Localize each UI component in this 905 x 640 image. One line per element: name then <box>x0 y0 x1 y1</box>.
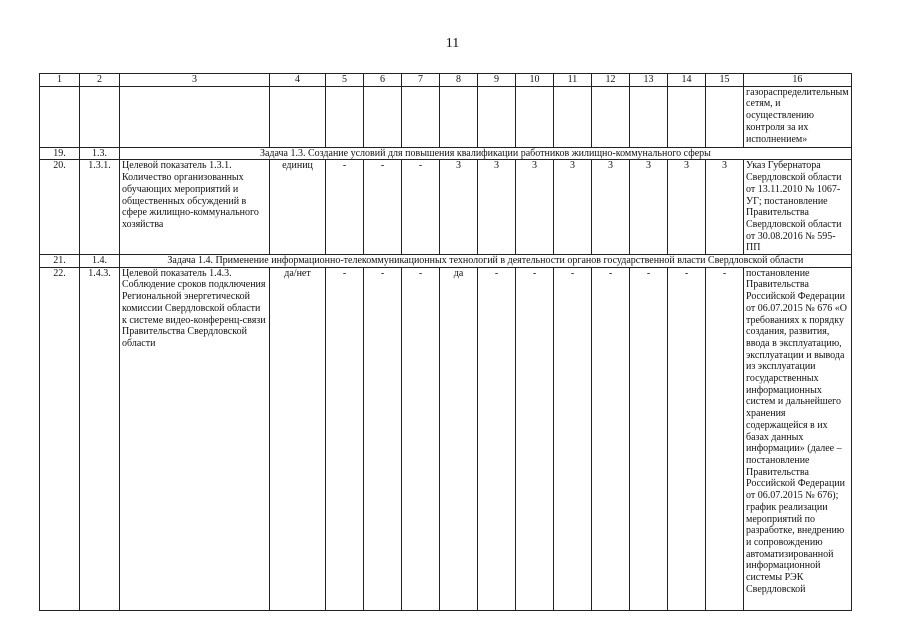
row-number: 20. <box>40 160 80 255</box>
task-title: Задача 1.4. Применение информационно-телекоммуникационных технологий в деятельности органов государственной власти Свердловской области <box>120 255 852 268</box>
value-cell: - <box>364 267 402 610</box>
table-row <box>40 86 852 147</box>
value-cell: - <box>364 160 402 255</box>
header-cell: 11 <box>554 74 592 87</box>
row-number: 19. <box>40 147 80 160</box>
header-cell: 10 <box>516 74 554 87</box>
header-cell: 14 <box>668 74 706 87</box>
header-cell: 6 <box>364 74 402 87</box>
row-code: 1.4. <box>80 255 120 268</box>
row-number: 21. <box>40 255 80 268</box>
task-row <box>40 255 852 268</box>
indicator-name: Целевой показатель 1.3.1. Количество организованных обучающих мероприятий и общественных обсуждений в сфере жилищно-коммунального хозяйства <box>120 160 270 255</box>
value-cell: 3 <box>516 160 554 255</box>
row-code: 1.3. <box>80 147 120 160</box>
header-cell: 9 <box>478 74 516 87</box>
value-cell: - <box>326 160 364 255</box>
value-cell: да <box>440 267 478 610</box>
value-cell: - <box>326 267 364 610</box>
indicators-table <box>39 73 852 611</box>
value-cell: 3 <box>706 160 744 255</box>
value-cell: 3 <box>592 160 630 255</box>
header-cell: 5 <box>326 74 364 87</box>
header-cell: 1 <box>40 74 80 87</box>
header-cell: 8 <box>440 74 478 87</box>
value-cell: 3 <box>554 160 592 255</box>
value-cell: - <box>592 267 630 610</box>
header-cell: 7 <box>402 74 440 87</box>
row-number: 22. <box>40 267 80 610</box>
row-code: 1.3.1. <box>80 160 120 255</box>
value-cell: 3 <box>440 160 478 255</box>
value-cell: - <box>402 267 440 610</box>
header-cell: 16 <box>744 74 852 87</box>
page-number: 11 <box>445 36 460 51</box>
unit-cell: единиц <box>270 160 326 255</box>
header-row <box>40 74 852 87</box>
value-cell: - <box>478 267 516 610</box>
value-cell: - <box>630 267 668 610</box>
header-cell: 2 <box>80 74 120 87</box>
value-cell: - <box>402 160 440 255</box>
table-row <box>40 160 852 255</box>
basis-cell: газораспределительным сетям, и осуществлению контроля за их исполнением» <box>744 86 852 147</box>
value-cell: 3 <box>668 160 706 255</box>
value-cell: - <box>516 267 554 610</box>
row-code: 1.4.3. <box>80 267 120 610</box>
value-cell: 3 <box>478 160 516 255</box>
header-cell: 3 <box>120 74 270 87</box>
header-cell: 15 <box>706 74 744 87</box>
value-cell: 3 <box>630 160 668 255</box>
basis-cell: постановление Правительства Российской Федерации от 06.07.2015 № 676 «О требованиях к порядку создания, развития, ввода в эксплуатацию, эксплуатации и вывода из эксплуатации государственных информационных систем и дальнейшего хранения содержащейся в их базах данных информации» (далее – постановление Правительства Российской Федерации от 06.07.2015 № 676); график реализации мероприятий по разработке, внедрению и сопровождению автоматизированной информационной системы РЭК Свердловской <box>744 267 852 610</box>
task-title: Задача 1.3. Создание условий для повышения квалификации работников жилищно-коммунального сферы <box>120 147 852 160</box>
value-cell: - <box>668 267 706 610</box>
header-cell: 12 <box>592 74 630 87</box>
value-cell: - <box>706 267 744 610</box>
indicator-name: Целевой показатель 1.4.3. Соблюдение сроков подключения Региональной энергетической комиссии Свердловской области к системе видео-конференц-связи Правительства Свердловской области <box>120 267 270 610</box>
header-cell: 13 <box>630 74 668 87</box>
unit-cell: да/нет <box>270 267 326 610</box>
table-row <box>40 267 852 610</box>
task-row <box>40 147 852 160</box>
value-cell: - <box>554 267 592 610</box>
basis-cell: Указ Губернатора Свердловской области от 13.11.2010 № 1067-УГ; постановление Правительства Свердловской области от 30.08.2016 № 595-ПП <box>744 160 852 255</box>
header-cell: 4 <box>270 74 326 87</box>
